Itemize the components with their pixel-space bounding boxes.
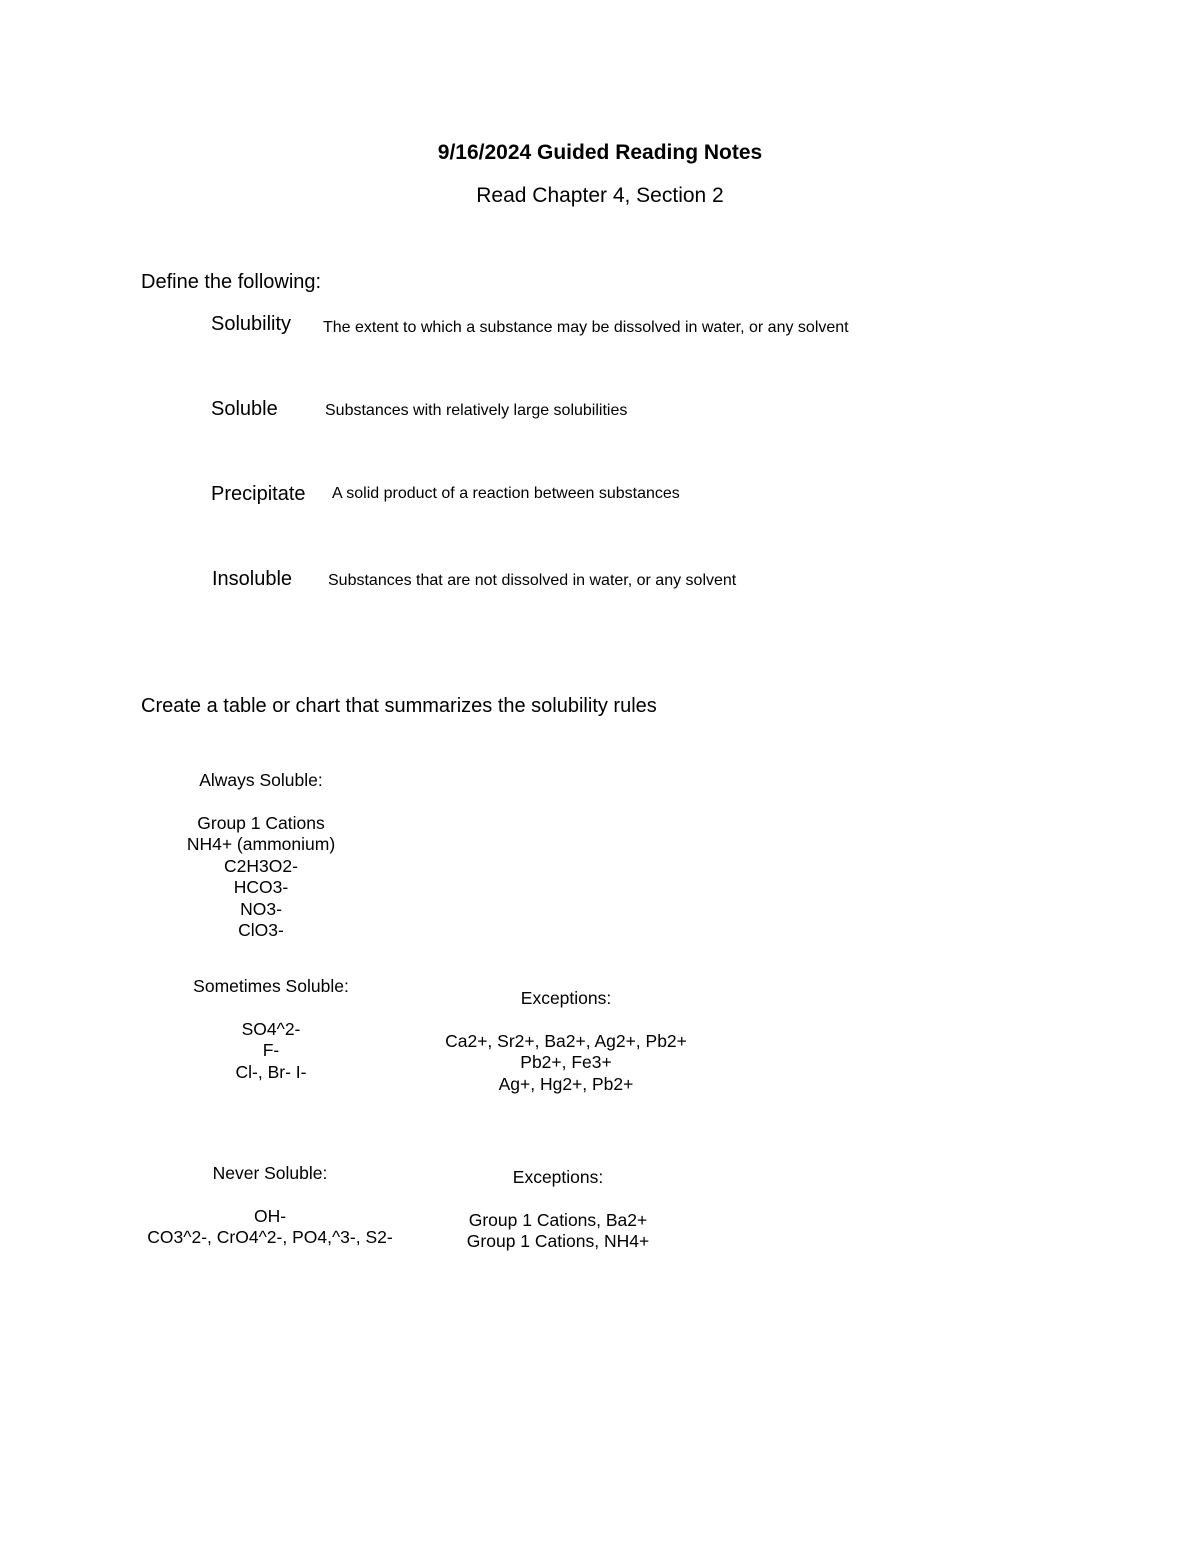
sometimes-exceptions-column xyxy=(416,988,716,1095)
never-soluble-heading: Never Soluble: xyxy=(212,1163,328,1183)
definition-soluble: Substances with relatively large solubilities xyxy=(325,402,628,419)
always-soluble-item: NO3- xyxy=(240,898,282,919)
always-soluble-heading: Always Soluble: xyxy=(199,770,323,790)
never-soluble-item: OH- xyxy=(253,1205,287,1226)
sometimes-exception-item: Pb2+, Fe3+ xyxy=(520,1052,612,1072)
term-insoluble: Insoluble xyxy=(212,568,293,590)
never-exceptions-heading: Exceptions: xyxy=(512,1167,604,1187)
never-exception-item: Group 1 Cations, NH4+ xyxy=(466,1231,650,1251)
never-soluble-column xyxy=(120,1163,420,1249)
sometimes-exception-item: Ca2+, Sr2+, Ba2+, Ag2+, Pb2+ xyxy=(445,1030,687,1051)
always-soluble-item: Group 1 Cations xyxy=(197,812,325,833)
term-solubility: Solubility xyxy=(211,313,292,335)
term-soluble: Soluble xyxy=(211,398,278,420)
definitions-prompt: Define the following: xyxy=(141,271,322,293)
page-title: 9/16/2024 Guided Reading Notes xyxy=(437,141,763,164)
sometimes-soluble-heading: Sometimes Soluble: xyxy=(193,976,349,996)
definition-precipitate: A solid product of a reaction between substances xyxy=(332,485,680,502)
always-soluble-item: ClO3- xyxy=(238,920,284,940)
rules-prompt: Create a table or chart that summarizes the solubility rules xyxy=(141,695,657,717)
always-soluble-item: HCO3- xyxy=(233,877,289,897)
sometimes-soluble-column xyxy=(151,976,391,1083)
definition-insoluble: Substances that are not dissolved in water, or any solvent xyxy=(328,572,737,589)
sometimes-soluble-item: SO4^2- xyxy=(241,1018,301,1039)
term-precipitate: Precipitate xyxy=(211,483,306,505)
sometimes-exceptions-heading: Exceptions: xyxy=(520,988,612,1008)
definition-solubility: The extent to which a substance may be dissolved in water, or any solvent xyxy=(323,319,849,336)
never-exception-item: Group 1 Cations, Ba2+ xyxy=(468,1209,648,1230)
sometimes-soluble-item: F- xyxy=(262,1040,280,1060)
never-exceptions-column xyxy=(418,1167,698,1253)
always-soluble-item: NH4+ (ammonium) xyxy=(186,834,336,854)
sometimes-exception-item: Ag+, Hg2+, Pb2+ xyxy=(498,1073,634,1094)
always-soluble-column xyxy=(161,770,361,942)
always-soluble-item: C2H3O2- xyxy=(224,855,298,876)
page-subtitle: Read Chapter 4, Section 2 xyxy=(476,184,724,207)
never-soluble-item: CO3^2-, CrO4^2-, PO4,^3-, S2- xyxy=(147,1227,393,1247)
sometimes-soluble-item: Cl-, Br- I- xyxy=(235,1061,307,1082)
